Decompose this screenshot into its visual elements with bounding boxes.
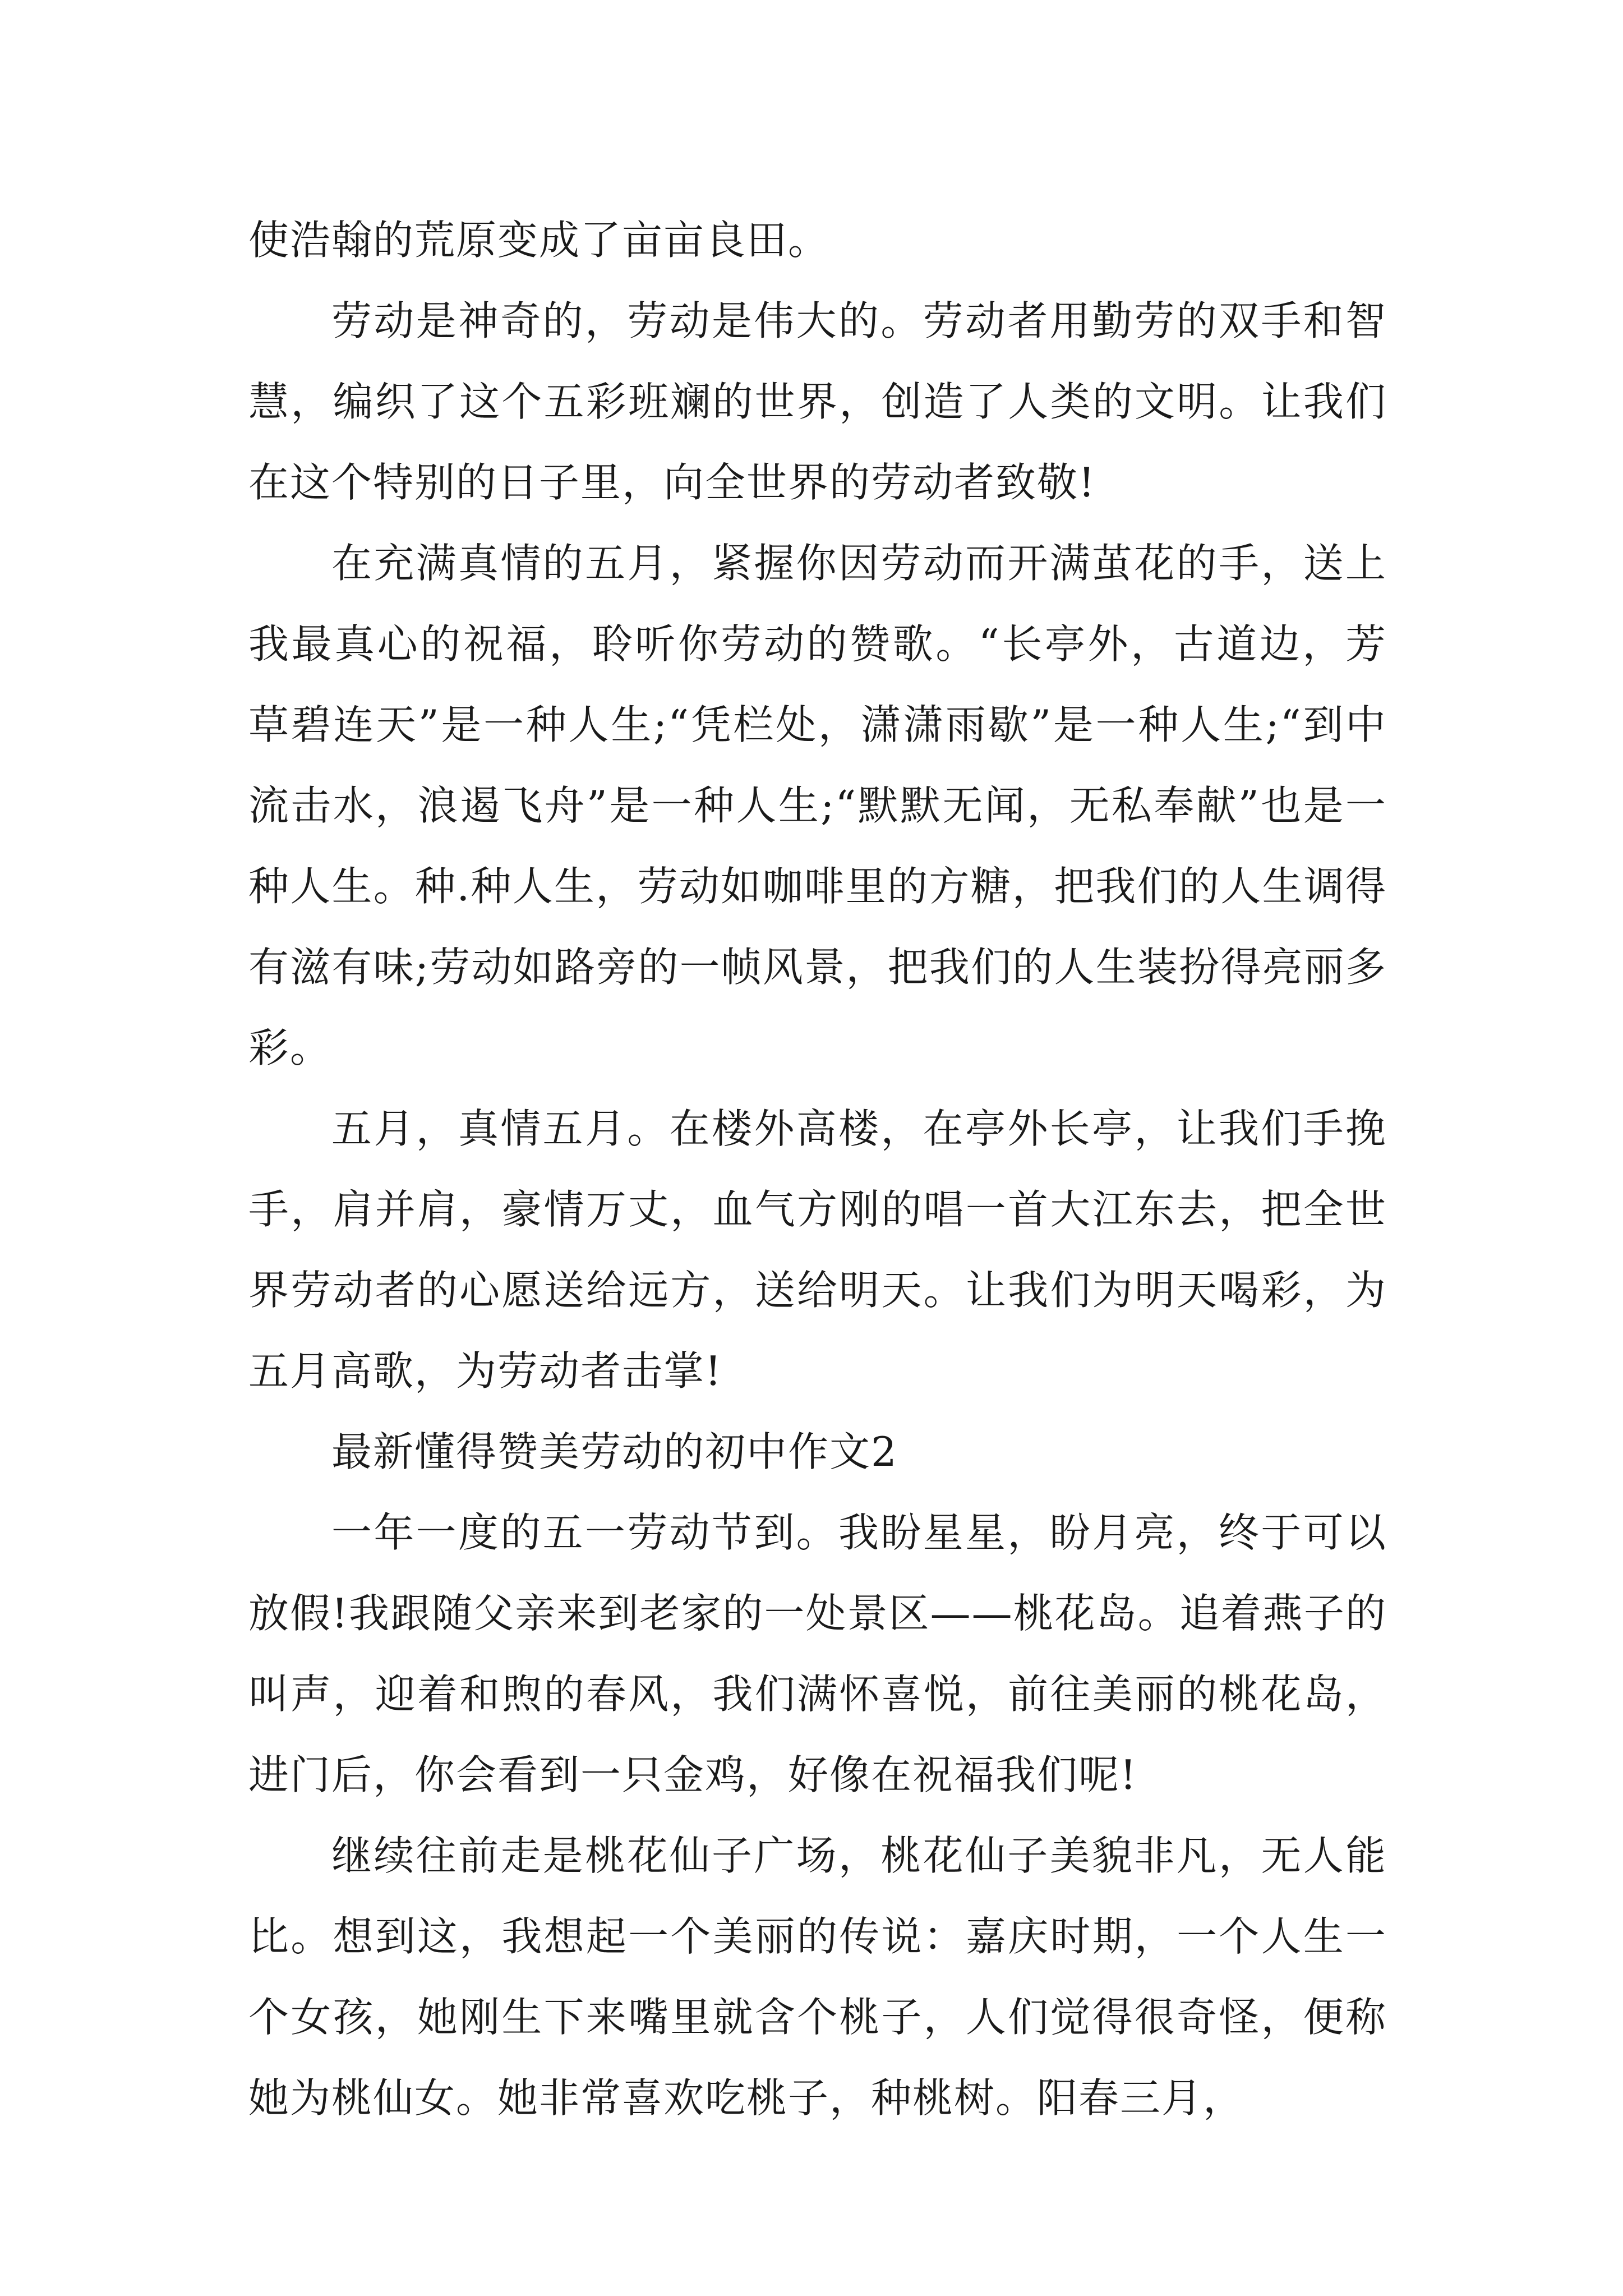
paragraph-4: 五月，真情五月。在楼外高楼，在亭外长亭，让我们手挽手，肩并肩，豪情万丈，血气方刚的唱一首大江东去，把全世界劳动者的心愿送给远方，送给明天。让我们为明天喝彩，为五月高歌，为劳动者击掌! [248,1105,1387,1395]
section-heading: 最新懂得赞美劳动的初中作文2 [331,1428,898,1475]
document-body [248,200,1387,2138]
paragraph-2: 劳动是神奇的，劳动是伟大的。劳动者用勤劳的双手和智慧，编织了这个五彩班斓的世界，创造了人类的文明。让我们在这个特别的日子里，向全世界的劳动者致敬! [248,297,1387,506]
paragraph-3: 在充满真情的五月，紧握你因劳动而开满茧花的手，送上我最真心的祝福，聆听你劳动的赞歌。“长亭外，古道边，芳草碧连天”是一种人生;“凭栏处，潇潇雨歇”是一种人生;“到中流击水，浪遏飞舟”是一种人生;“默默无闻，无私奉献”也是一种人生。种.种人生，劳动如咖啡里的方糖，把我们的人生调得有滋有味;劳动如路旁的一帧风景，把我们的人生装扮得亮丽多彩。 [248,540,1387,1071]
paragraph-1: 使浩翰的荒原变成了亩亩良田。 [248,217,830,264]
paragraph-6: 继续往前走是桃花仙子广场，桃花仙子美貌非凡，无人能比。想到这，我想起一个美丽的传说：嘉庆时期，一个人生一个女孩，她刚生下来嘴里就含个桃子，人们觉得很奇怪，便称她为桃仙女。她非常喜欢吃桃子，种桃树。阳春三月， [248,1832,1387,2122]
paragraph-5: 一年一度的五一劳动节到。我盼星星，盼月亮，终于可以放假!我跟随父亲来到老家的一处景区——桃花岛。追着燕子的叫声，迎着和煦的春风，我们满怀喜悦，前往美丽的桃花岛，进门后，你会看到一只金鸡，好像在祝福我们呢! [248,1509,1387,1798]
